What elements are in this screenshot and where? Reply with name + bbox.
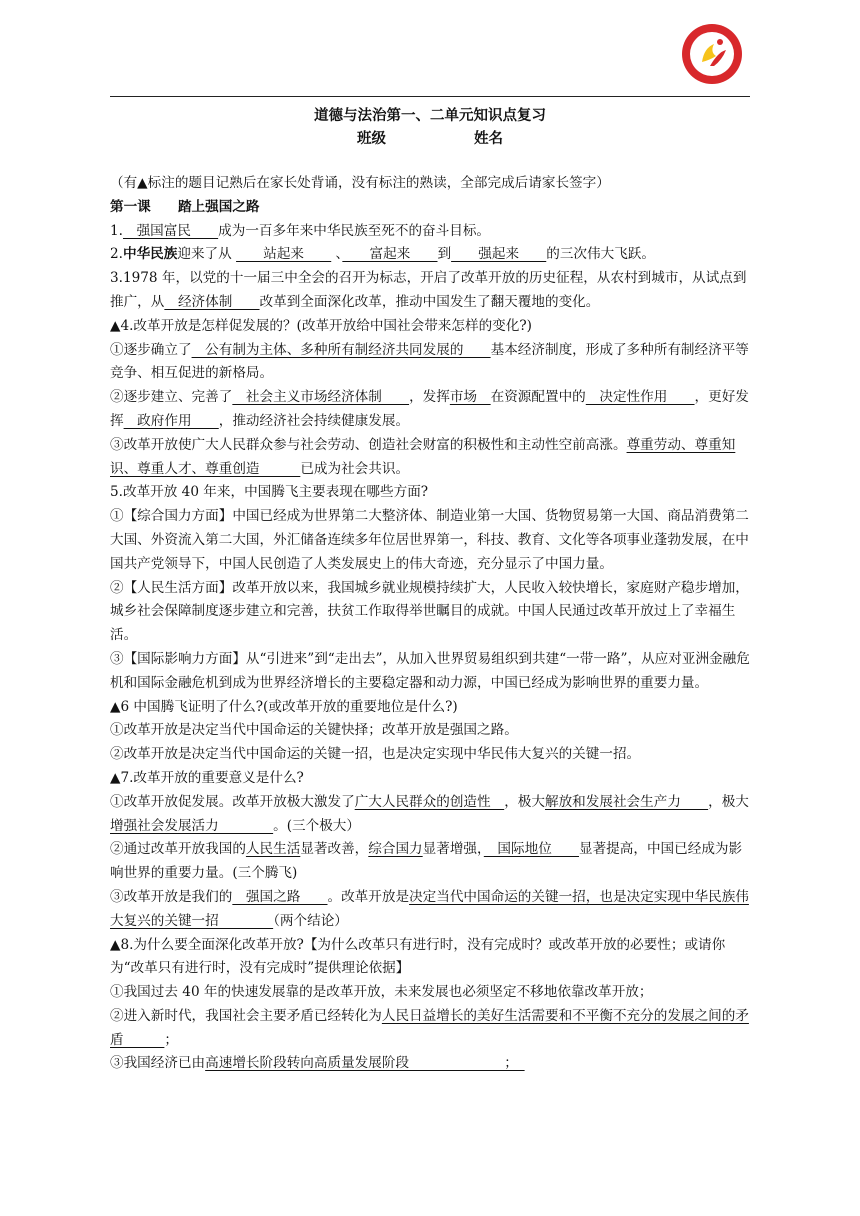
question-6-point-2: ②改革开放是决定当代中国命运的关键一招，也是决定实现中华民伟大复兴的关键一招。 bbox=[110, 746, 641, 763]
lesson-heading: 第一课 踏上强国之路 bbox=[110, 198, 260, 215]
name-label: 姓名 bbox=[474, 130, 503, 147]
question-7-point-2: ②通过改革开放我国的人民生活显著改善，综合国力显著增强， 国际地位 显著提高，中国已经成为影响世界的重要力量。(三个腾飞) bbox=[110, 841, 743, 882]
question-2: 2.中华民族迎来了从 站起来 、 富起来 到 强起来 的三次伟大飞跃。 bbox=[110, 246, 655, 263]
question-8-point-2: ②进入新时代，我国社会主要矛盾已经转化为人民日益增长的美好生活需要和不平衡不充分的发展之间的矛盾 ； bbox=[110, 1007, 749, 1048]
instruction-note: （有▲标注的题目记熟后在家长处背诵，没有标注的熟读，全部完成后请家长签字） bbox=[110, 175, 610, 191]
question-1: 1. 强国富民 成为一百多年来中华民族至死不的奋斗目标。 bbox=[110, 222, 491, 239]
question-8-heading: ▲8.为什么要全面深化改革开放?【为什么改革只有进行时，没有完成时？或改革开放的必要性；或请你为“改革只有进行时，没有完成时”提供理论依据】 bbox=[110, 936, 726, 977]
school-logo bbox=[680, 22, 744, 86]
question-6-heading: ▲6 中国腾飞证明了什么?(或改革开放的重要地位是什么?) bbox=[110, 698, 458, 715]
question-7-point-1: ①改革开放促发展。改革开放极大激发了广大人民群众的创造性 ，极大解放和发展社会生产力 ，极大增强社会发展活力 。(三个极大） bbox=[110, 793, 749, 834]
question-7-heading: ▲7.改革开放的重要意义是什么? bbox=[110, 769, 304, 786]
question-7-point-3: ③改革开放是我们的 强国之路 。改革开放是决定当代中国命运的关键一招，也是决定实现中华民族伟大复兴的关键一招 （两个结论） bbox=[110, 888, 749, 929]
question-4-heading: ▲4.改革开放是怎样促发展的？(改革开放给中国社会带来怎样的变化?) bbox=[110, 317, 532, 334]
class-label: 班级 bbox=[357, 130, 386, 147]
question-4-point-3: ③改革开放使广大人民群众参与社会劳动、创造社会财富的积极性和主动性空前高涨。尊重劳动、尊重知识、尊重人才、尊重创造 已成为社会共识。 bbox=[110, 436, 736, 477]
question-5-point-2: ②【人民生活方面】改革开放以来，我国城乡就业规模持续扩大，人民收入较快增长，家庭财产稳步增加，城乡社会保障制度逐步建立和完善，扶贫工作取得举世瞩目的成就。中国人民通过改革开放过上了幸福生活。 bbox=[110, 579, 749, 644]
question-3: 3.1978 年，以党的十一届三中全会的召开为标志，开启了改革开放的历史征程，从农村到城市，从试点到推广，从 经济体制 改革到全面深化改革，推动中国发生了翻天覆地的变化。 bbox=[110, 270, 747, 310]
question-6-point-1: ①改革开放是决定当代中国命运的关键快择；改革开放是强国之路。 bbox=[110, 722, 518, 739]
header-rule bbox=[110, 96, 750, 97]
question-5-point-1: ①【综合国力方面】中国已经成为世界第二大整济体、制造业第一大国、货物贸易第一大国、商品消费第二大国、外资流入第二大国，外汇储备连续多年位居世界第一，科技、教育、文化等各项事业蓬勃发展，在中国共产党领导下，中国人民创造了人类发展史上的伟大奇迹，充分显示了中国力量。 bbox=[110, 508, 749, 572]
question-8-point-1: ①我国过去 40 年的快速发展靠的是改革开放，未来发展也必须坚定不移地依靠改革开放； bbox=[110, 984, 653, 1001]
question-8-point-3: ③我国经济已由高速增长阶段转向高质量发展阶段 ； bbox=[110, 1055, 525, 1072]
question-4-point-2: ②逐步建立、完善了 社会主义市场经济体制 ，发挥市场 在资源配置中的 决定性作用 ，更好发挥 政府作用 ，推动经济社会持续健康发展。 bbox=[110, 389, 749, 429]
question-5-point-3: ③【国际影响力方面】从“引进来”到“走出去”，从加入世界贸易组织到共建“一带一路”，从应对亚洲金融危机和国际金融危机到成为世界经济增长的主要稳定器和动力源，中国已经成为影响世界的重要力量。 bbox=[110, 650, 750, 691]
question-4-point-1: ①逐步确立了 公有制为主体、多种所有制经济共同发展的 基本经济制度，形成了多种所有制经济平等竞争、相互促进的新格局。 bbox=[110, 341, 749, 382]
question-5-heading: 5.改革开放 40 年来，中国腾飞主要表现在哪些方面? bbox=[110, 484, 429, 501]
title-block bbox=[110, 104, 750, 150]
document-body bbox=[110, 172, 752, 1076]
class-name-line bbox=[110, 128, 750, 150]
page-title: 道德与法治第一、二单元知识点复习 bbox=[314, 107, 546, 124]
